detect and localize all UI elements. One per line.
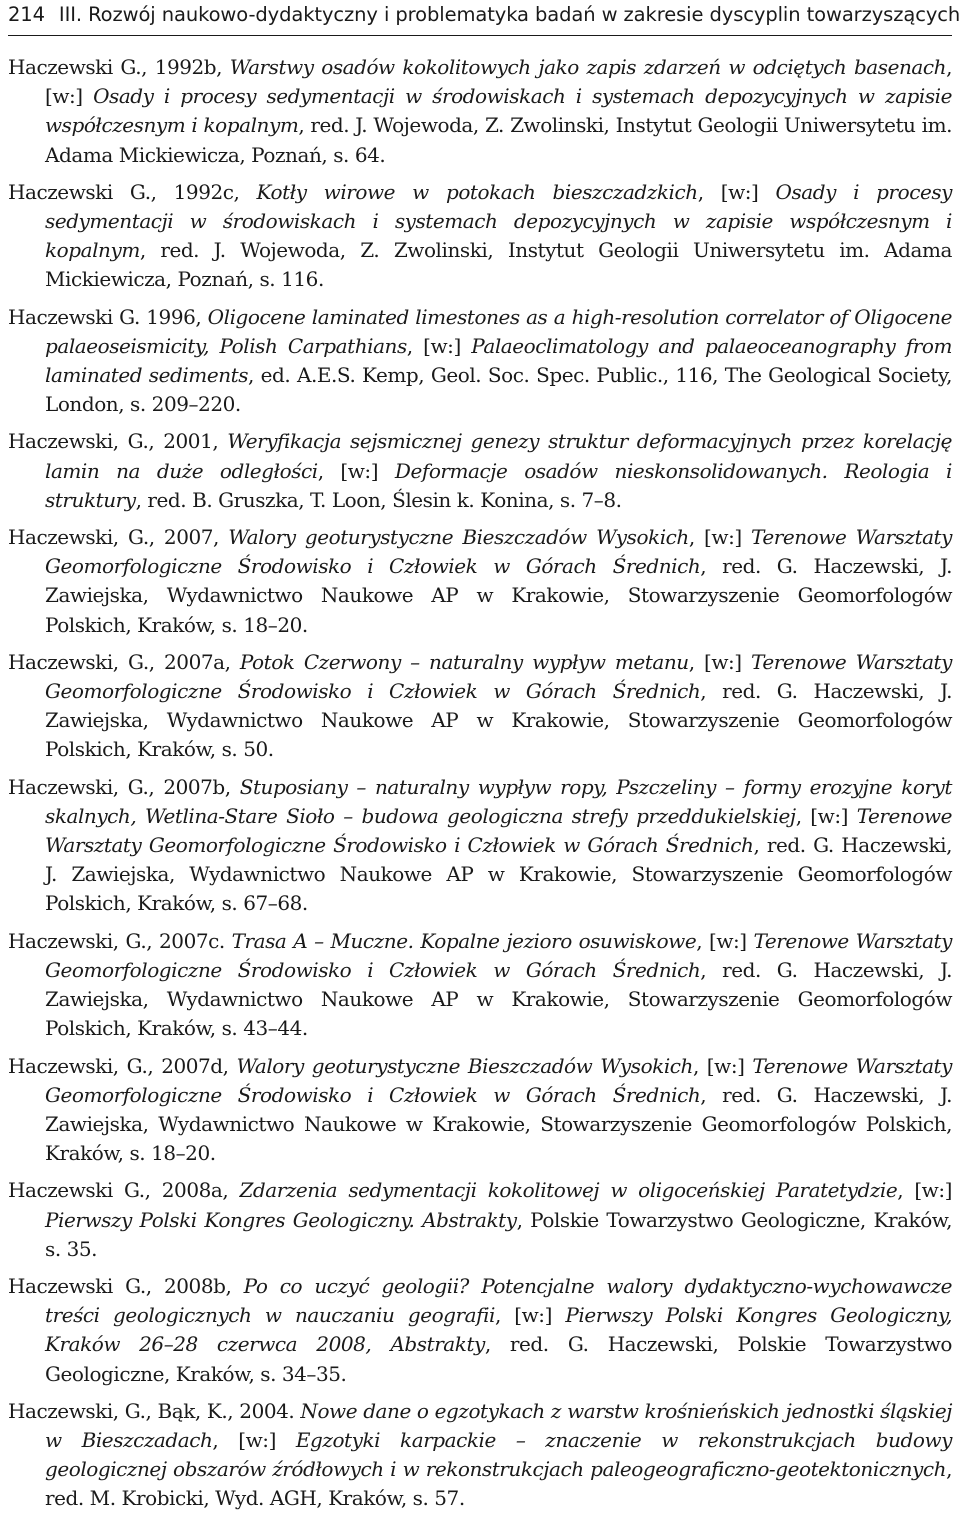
entry-title-italic: Walory geoturystyczne Bieszczadów Wysokich bbox=[236, 1053, 693, 1078]
entry-text: , red. G. Haczewski, J. Zawiejska, Wydawnictwo Naukowe AP w Krakowie, Stowarzyszenie Geomorfologów Polskich, Kraków, s. 67–68. bbox=[45, 833, 952, 916]
entry-title-italic: Palaeoclimatology and palaeoceanography from laminated sediments bbox=[45, 333, 952, 388]
entry-text: , red. G. Haczewski, J. Zawiejska, Wydawnictwo Naukowe AP w Krakowie, Stowarzyszenie Geomorfologów Polskich, Kraków, s. 18–20. bbox=[45, 554, 952, 637]
entry-text: , red. J. Wojewoda, Z. Zwolinski, Instytut Geologii Uniwersytetu im. Adama Mickiewicza, Poznań, s. 116. bbox=[45, 238, 952, 292]
entry-text: Haczewski, G., Bąk, K., 2004. bbox=[8, 1398, 301, 1423]
bibliography-entry bbox=[8, 53, 952, 170]
entry-text: , red. G. Haczewski, J. Zawiejska, Wydawnictwo Naukowe w Krakowie, Stowarzyszenie Geomorfologów Polskich, Kraków, s. 18–20. bbox=[45, 1082, 952, 1166]
entry-text: Haczewski G., 2008b, bbox=[8, 1273, 244, 1298]
bibliography-entry bbox=[8, 1052, 952, 1169]
entry-title-italic: Osady i procesy sedymentacji w środowiskach i systemach depozycyjnych w zapisie współczesnym i kopalnym bbox=[45, 84, 953, 138]
entry-text: Haczewski G., 1992b, bbox=[8, 55, 230, 79]
bibliography-entry bbox=[8, 927, 952, 1044]
entry-text: Haczewski, G., 2007a, bbox=[8, 649, 240, 674]
entry-text: , [w:] bbox=[406, 333, 472, 358]
entry-title-italic: Terenowe Warsztaty Geomorfologiczne Środowisko i Człowiek w Górach Średnich bbox=[45, 803, 952, 858]
bibliography-entry bbox=[8, 178, 952, 295]
entry-text: , red. G. Haczewski, J. Zawiejska, Wydawnictwo Naukowe AP w Krakowie, Stowarzyszenie Geomorfologów Polskich, Kraków, s. 50. bbox=[45, 679, 952, 762]
entry-text: , [w:] bbox=[795, 803, 857, 828]
bibliography-entry bbox=[8, 303, 952, 420]
running-title: III. Rozwój naukowo-dydaktyczny i problematyka badań w zakresie dyscyplin towarzyszących bbox=[58, 3, 960, 26]
entry-title-italic: Deformacje osadów nieskonsolidowanych. Reologia i struktury bbox=[45, 458, 952, 512]
entry-title-italic: Terenowe Warsztaty Geomorfologiczne Środowisko i Człowiek w Górach Średnich bbox=[45, 649, 952, 704]
entry-text: , red. B. Gruszka, T. Loon, Ślesin k. Konina, s. 7–8. bbox=[135, 487, 622, 512]
entry-text: , ed. A.E.S. Kemp, Geol. Soc. Spec. Public., 116, The Geological Society, London, s. 209–220. bbox=[45, 363, 952, 417]
entry-title-italic: Terenowe Warsztaty Geomorfologiczne Środowisko i Człowiek w Górach Średnich bbox=[45, 1053, 952, 1107]
entry-title-italic: Po co uczyć geologii? Potencjalne walory dydaktyczno-wychowawcze treści geologicznych w nauczaniu geografii bbox=[45, 1273, 952, 1328]
entry-text: , [w:] bbox=[697, 179, 776, 204]
entry-text: , [w:] bbox=[212, 1427, 296, 1452]
entry-text: Haczewski G., 2008a, bbox=[8, 1178, 240, 1203]
entry-title-italic: Oligocene laminated limestones as a high-resolution correlator of Oligocene palaeoseismicity, Polish Carpathians bbox=[45, 304, 952, 358]
entry-text: , [w:] bbox=[317, 458, 395, 483]
entry-title-italic: Stuposiany – naturalny wypływ ropy, Pszczeliny – formy erozyjne koryt skalnych, Wetlina-Stare Sioło – budowa geologiczna strefy przeddukielskiej bbox=[45, 774, 952, 828]
entry-text: , [w:] bbox=[688, 649, 751, 674]
entry-title-italic: Terenowe Warsztaty Geomorfologiczne Środowisko i Człowiek w Górach Średnich bbox=[45, 525, 952, 579]
entry-text: , [w:] bbox=[45, 55, 952, 109]
entry-text: Haczewski, G., 2007b, bbox=[8, 774, 240, 799]
entry-text: , [w:] bbox=[494, 1303, 566, 1328]
bibliography-entry bbox=[8, 773, 952, 919]
bibliography-entry bbox=[8, 523, 952, 640]
entry-text: , red. J. Wojewoda, Z. Zwolinski, Instytut Geologii Uniwersytetu im. Adama Mickiewicza, Poznań, s. 64. bbox=[45, 113, 952, 167]
entry-title-italic: Warstwy osadów kokolitowych jako zapis zdarzeń w odciętych basenach bbox=[229, 55, 947, 79]
entry-text: Haczewski, G., 2007d, bbox=[8, 1053, 237, 1078]
entry-title-italic: Terenowe Warsztaty Geomorfologiczne Środowisko i Człowiek w Górach Średnich bbox=[45, 928, 952, 982]
entry-title-italic: Osady i procesy sedymentacji w środowiskach i systemach depozycyjnych w zapisie współczesnym i kopalnym bbox=[45, 179, 952, 263]
page-number: 214 bbox=[8, 3, 45, 26]
entry-text: Haczewski G., 1992c, bbox=[8, 179, 257, 204]
bibliography-entry bbox=[8, 1397, 952, 1514]
entry-text: Haczewski, G., 2007, bbox=[8, 525, 229, 550]
entry-title-italic: Zdarzenia sedymentacji kokolitowej w oligoceńskiej Paratetydzie bbox=[239, 1178, 898, 1203]
entry-text: , red. G. Haczewski, Polskie Towarzystwo Geologiczne, Kraków, s. 34–35. bbox=[45, 1332, 952, 1386]
entry-title-italic: Pierwszy Polski Kongres Geologiczny. Abstrakty bbox=[45, 1207, 517, 1232]
entry-title-italic: Nowe dane o egzotykach z warstw krośnieńskich jednostki śląskiej w Bieszczadach bbox=[45, 1398, 952, 1452]
entry-title-italic: Walory geoturystyczne Bieszczadów Wysokich bbox=[228, 525, 689, 550]
entry-text: , red. G. Haczewski, J. Zawiejska, Wydawnictwo Naukowe AP w Krakowie, Stowarzyszenie Geomorfologów Polskich, Kraków, s. 43–44. bbox=[45, 957, 952, 1041]
entry-text: , [w:] bbox=[692, 1053, 753, 1078]
bibliography-entry bbox=[8, 427, 952, 515]
entry-text: Haczewski, G., 2007c. bbox=[8, 928, 232, 953]
running-header bbox=[8, 0, 960, 36]
entry-title-italic: Potok Czerwony – naturalny wypływ metanu bbox=[239, 649, 689, 674]
entry-title-italic: Kotły wirowe w potokach bieszczadzkich bbox=[256, 179, 698, 204]
entry-title-italic: Trasa A – Muczne. Kopalne jezioro osuwiskowe bbox=[231, 928, 697, 953]
bibliography-list bbox=[8, 53, 952, 1522]
entry-text: , [w:] bbox=[696, 928, 754, 953]
bibliography-entry bbox=[8, 1176, 952, 1264]
entry-title-italic: Pierwszy Polski Kongres Geologiczny, Kraków 26–28 czerwca 2008, Abstrakty bbox=[45, 1303, 952, 1357]
entry-text: , [w:] bbox=[897, 1178, 952, 1203]
bibliography-entry bbox=[8, 1272, 952, 1389]
entry-title-italic: Weryfikacja sejsmicznej genezy struktur deformacyjnych przez korelację lamin na duże odległości bbox=[45, 429, 952, 483]
entry-text: Haczewski G. 1996, bbox=[8, 304, 208, 329]
entry-text: , [w:] bbox=[688, 525, 752, 550]
entry-text: , red. M. Krobicki, Wyd. AGH, Kraków, s. 57. bbox=[45, 1457, 952, 1511]
entry-text: Haczewski, G., 2001, bbox=[8, 429, 228, 454]
entry-title-italic: Egzotyki karpackie – znaczenie w rekonstrukcjach budowy geologicznej obszarów źródłowych i w rekonstrukcjach paleogeograficzno-geotektonicznych bbox=[45, 1427, 952, 1482]
bibliography-entry bbox=[8, 648, 952, 765]
header-line bbox=[8, 0, 960, 30]
entry-text: , Polskie Towarzystwo Geologiczne, Kraków, s. 35. bbox=[45, 1207, 953, 1261]
